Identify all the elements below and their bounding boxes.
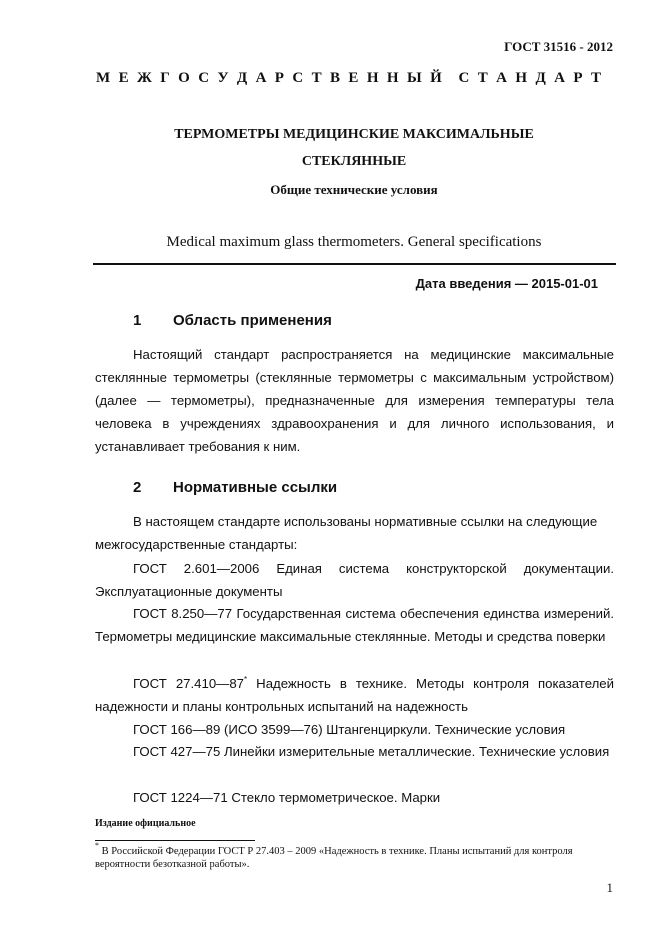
heading-letter: Н xyxy=(366,70,379,86)
english-title: Medical maximum glass thermometers. General specifications xyxy=(166,234,542,250)
heading-letter: С xyxy=(292,70,304,86)
heading-letter: Р xyxy=(274,70,284,86)
heading-letter: Д xyxy=(236,70,248,86)
heading-letter: У xyxy=(217,70,229,86)
heading-letter: Г xyxy=(160,70,170,86)
heading-letter: Й xyxy=(430,70,442,86)
heading-letter: Р xyxy=(573,70,583,86)
heading-letter: Ы xyxy=(406,70,422,86)
heading-letter: Е xyxy=(118,70,129,86)
heading-letter: А xyxy=(255,70,267,86)
heading-letter: Е xyxy=(348,70,359,86)
section-2-title: Нормативные ссылки xyxy=(173,479,338,496)
heading-letter: С xyxy=(198,70,210,86)
title-divider xyxy=(93,263,616,265)
section-1-text: Настоящий стандарт распространяется на медицинские максимальные стеклянные термометры (стеклянные термометры с максимальным устройством) (далее — термометры), предназначенные для измерения температуры тела человека в учреждениях здравоохранения и для личного использования, и устанавливает требования к ним. xyxy=(95,347,614,454)
footnote xyxy=(95,841,614,871)
heading-letter: Ж xyxy=(136,70,152,86)
heading-letter: Д xyxy=(535,70,546,86)
official-edition-label: Издание официальное xyxy=(95,818,196,829)
heading-letter: Т xyxy=(477,70,488,86)
footnote-text: В Российской Федерации ГОСТ Р 27.403 – 2009 «Надежность в технике. Планы испытаний для контроля вероятности безотказной работы». xyxy=(95,846,573,870)
document-subtitle: Общие технические условия xyxy=(270,182,438,197)
heading-letter: Т xyxy=(311,70,322,86)
reference-gost-27-410 xyxy=(95,672,614,718)
section-2-intro: В настоящем стандарте использованы нормативные ссылки на следующие межгосударственные стандарты: xyxy=(95,514,598,552)
reference-text: Надежность в технике. Методы контроля показателей надежности и планы контрольных испытаний на надежность xyxy=(95,676,614,714)
section-1-title: Область применения xyxy=(173,312,332,329)
footnote-divider xyxy=(95,840,255,841)
heading-letter: А xyxy=(496,70,507,86)
heading-letter: О xyxy=(178,70,190,86)
document-code: ГОСТ 31516 - 2012 xyxy=(504,39,613,54)
standard-type-heading xyxy=(96,70,601,87)
heading-letter: А xyxy=(554,70,566,86)
section-1-heading xyxy=(0,312,661,332)
reference-gost-166: ГОСТ 166—89 (ИСО 3599—76) Штангенциркули. Технические условия xyxy=(133,722,566,737)
heading-letter: В xyxy=(330,70,341,86)
section-2-number: 2 xyxy=(133,479,142,496)
introduction-date: Дата введения — 2015-01-01 xyxy=(415,276,598,291)
heading-letter: С xyxy=(458,70,470,86)
heading-letter: Н xyxy=(515,70,528,86)
heading-letter: Т xyxy=(590,70,601,86)
reference-gost-2-601: ГОСТ 2.601—2006 Единая система конструкторской документации. Эксплуатационные документы xyxy=(95,561,614,599)
document-title-line-2: СТЕКЛЯННЫЕ xyxy=(301,154,407,169)
heading-letter: Н xyxy=(386,70,399,86)
heading-letter: М xyxy=(96,70,111,86)
page-number: 1 xyxy=(606,880,613,895)
reference-code: ГОСТ 27.410—87 xyxy=(133,676,245,691)
section-1-number: 1 xyxy=(133,312,142,329)
section-2-heading xyxy=(0,479,661,499)
reference-gost-1224: ГОСТ 1224—71 Стекло термометрическое. Марки xyxy=(133,790,441,805)
footnote-mark: * xyxy=(95,841,99,850)
reference-gost-8-250: ГОСТ 8.250—77 Государственная система обеспечения единства измерений. Термометры медицинские максимальные стеклянные. Методы и средства поверки xyxy=(95,606,614,644)
document-title-line-1: ТЕРМОМЕТРЫ МЕДИЦИНСКИЕ МАКСИМАЛЬНЫЕ xyxy=(174,127,534,142)
footnote-marker: * xyxy=(244,675,248,684)
reference-gost-427: ГОСТ 427—75 Линейки измерительные металлические. Технические условия xyxy=(133,744,610,759)
